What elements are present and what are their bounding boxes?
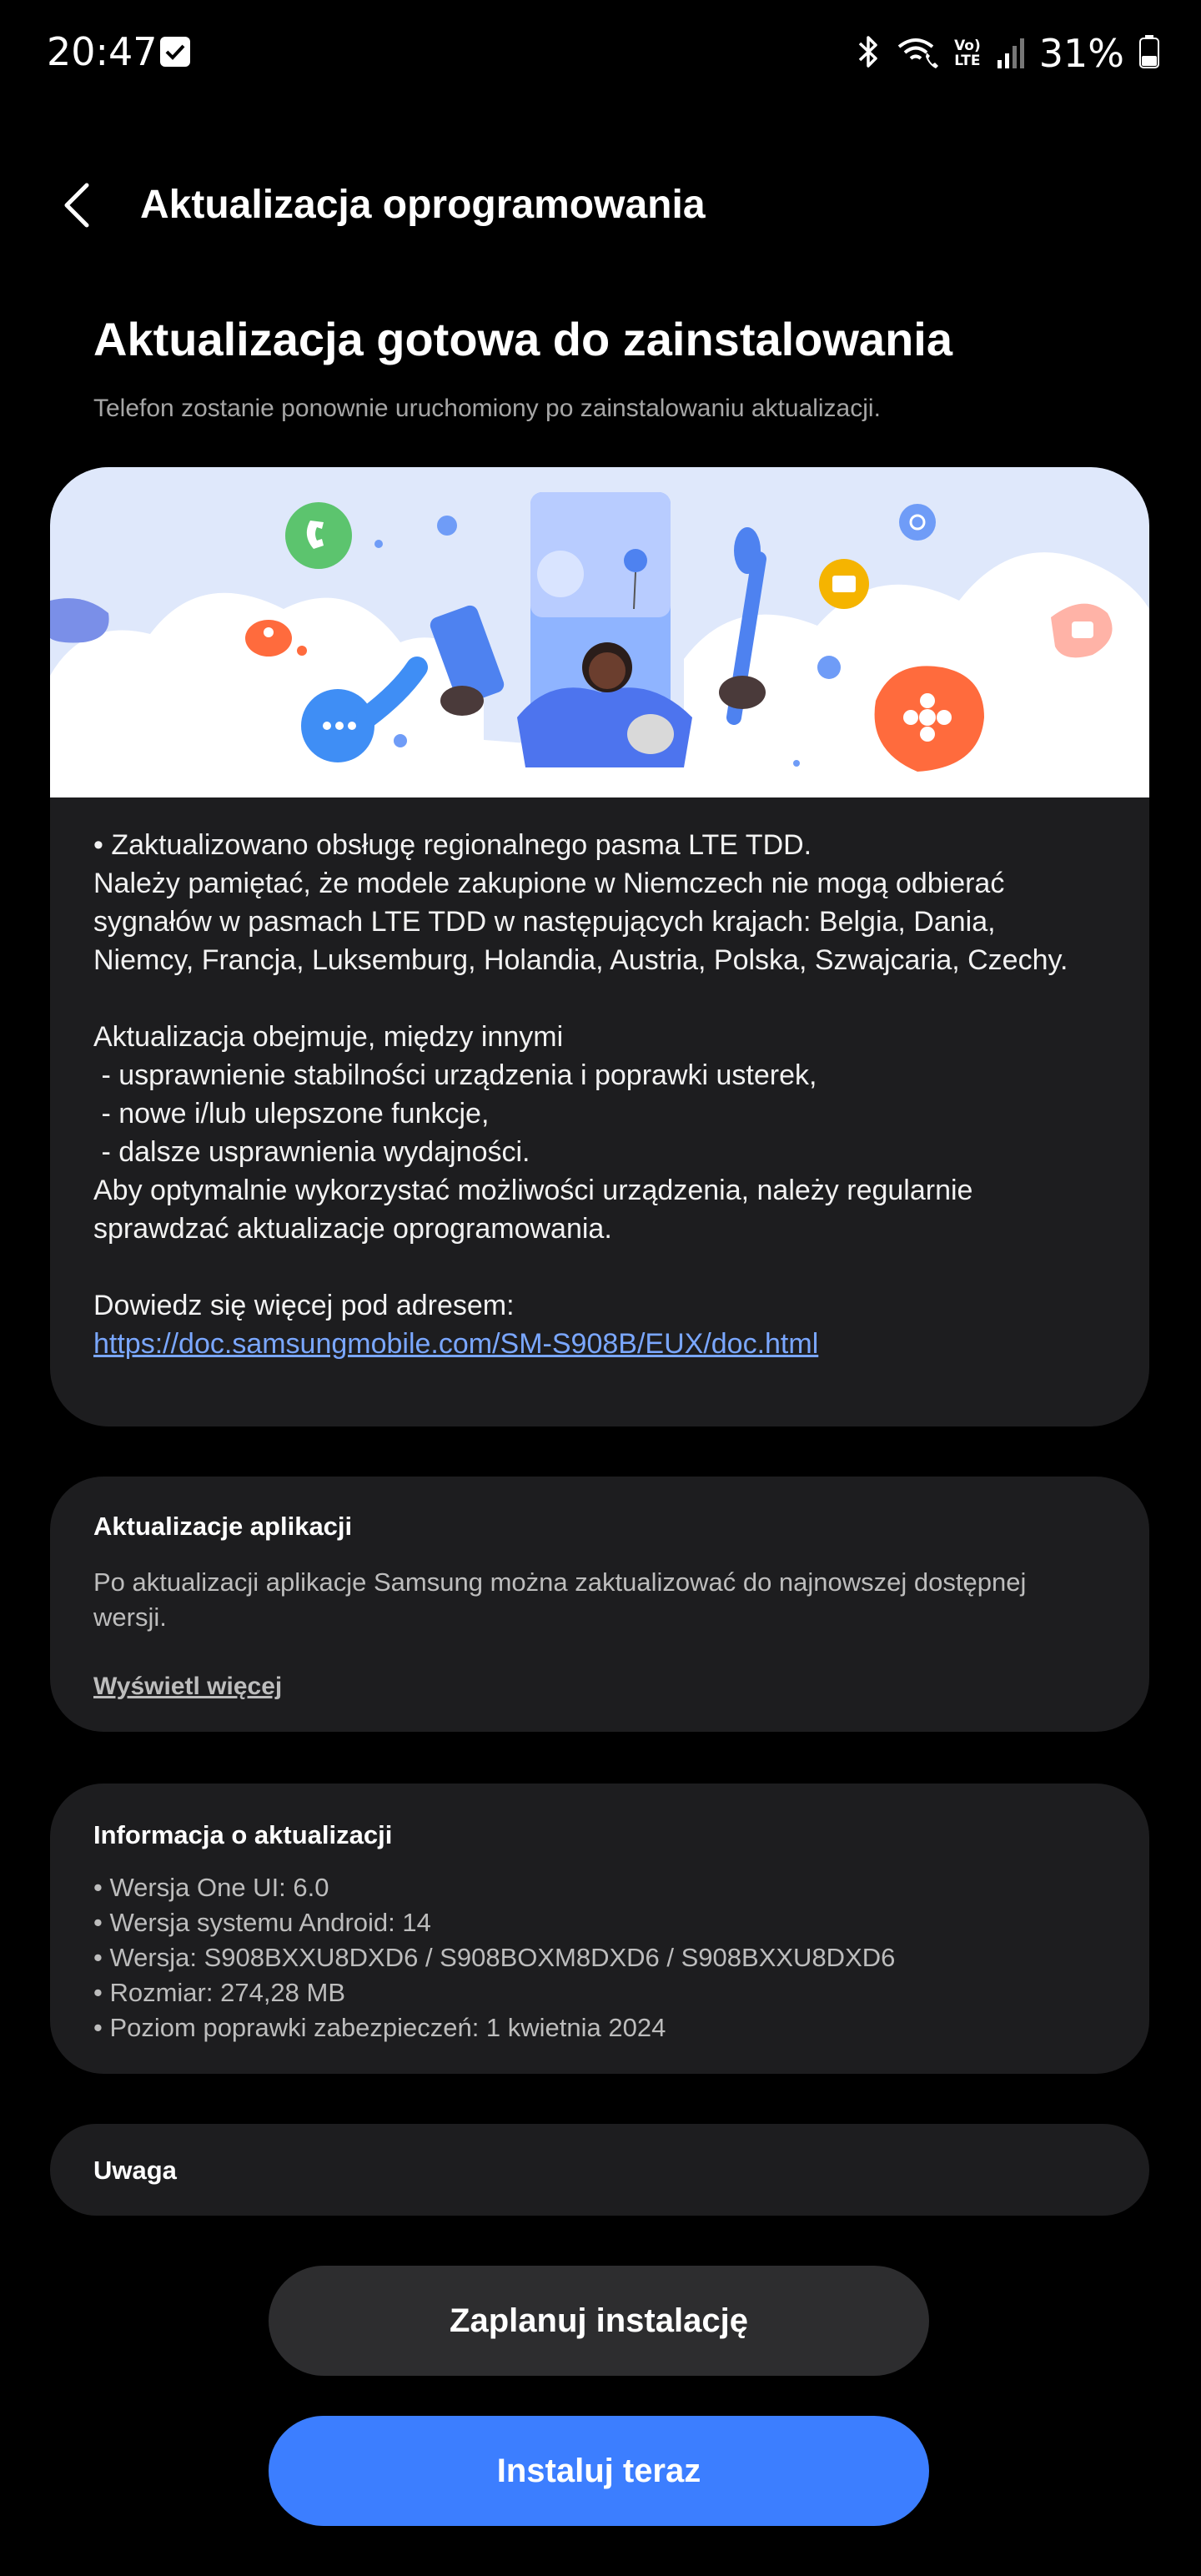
notification-check-icon bbox=[160, 37, 190, 67]
volte-label-top: Vo) bbox=[954, 38, 981, 54]
note-line: - dalsze usprawnienia wydajności. bbox=[93, 1136, 530, 1168]
caution-title: Uwaga bbox=[93, 2156, 177, 2185]
note-line: - usprawnienie stabilności urządzenia i poprawki usterek, bbox=[93, 1059, 817, 1091]
release-notes-card bbox=[50, 467, 1149, 1426]
schedule-install-button[interactable]: Zaplanuj instalację bbox=[269, 2266, 929, 2376]
app-updates-card bbox=[50, 1477, 1149, 1732]
install-now-button[interactable]: Instaluj teraz bbox=[269, 2416, 929, 2526]
volte-label-bottom: LTE bbox=[954, 53, 981, 69]
note-line: Aby optymalnie wykorzystać możliwości urządzenia, należy regularnie bbox=[93, 1175, 973, 1206]
caution-card[interactable] bbox=[50, 2124, 1149, 2216]
app-updates-text-line: wersji. bbox=[93, 1602, 167, 1632]
update-info-item: • Poziom poprawki zabezpieczeń: 1 kwietnia 2024 bbox=[93, 2013, 666, 2042]
release-notes-text bbox=[93, 826, 1119, 1363]
volte-icon bbox=[954, 38, 981, 68]
battery-percent: 31% bbox=[1038, 31, 1124, 76]
bluetooth-icon bbox=[856, 33, 881, 74]
wifi-calling-icon bbox=[896, 33, 939, 74]
page-title: Aktualizacja gotowa do zainstalowania bbox=[93, 313, 952, 365]
app-updates-title: Aktualizacje aplikacji bbox=[93, 1512, 353, 1541]
note-line: Niemcy, Francja, Luksemburg, Holandia, Austria, Polska, Szwajcaria, Czechy. bbox=[93, 944, 1068, 976]
note-line: - nowe i/lub ulepszone funkcje, bbox=[93, 1098, 490, 1130]
note-line: sygnałów w pasmach LTE TDD w następujących krajach: Belgia, Dania, bbox=[93, 906, 996, 938]
update-info-item: • Wersja One UI: 6.0 bbox=[93, 1873, 329, 1902]
note-line: sprawdzać aktualizacje oprogramowania. bbox=[93, 1213, 612, 1245]
status-bar bbox=[0, 0, 1201, 100]
update-info-list bbox=[93, 1870, 895, 2045]
update-info-item: • Rozmiar: 274,28 MB bbox=[93, 1978, 346, 2007]
update-info-item: • Wersja systemu Android: 14 bbox=[93, 1908, 431, 1937]
doc-link[interactable]: https://doc.samsungmobile.com/SM-S908B/EUX/doc.html bbox=[93, 1328, 819, 1360]
show-more-link[interactable]: Wyświetl więcej bbox=[93, 1673, 283, 1700]
page-subtitle: Telefon zostanie ponownie uruchomiony po zainstalowaniu aktualizacji. bbox=[93, 395, 881, 422]
app-updates-text bbox=[93, 1565, 1094, 1635]
back-arrow-icon bbox=[50, 172, 108, 239]
battery-icon bbox=[1139, 35, 1159, 73]
update-info-card bbox=[50, 1784, 1149, 2074]
note-line: Dowiedz się więcej pod adresem: bbox=[93, 1290, 515, 1321]
cellular-signal-icon bbox=[996, 35, 1024, 73]
update-info-title: Informacja o aktualizacji bbox=[93, 1820, 393, 1849]
update-info-item: • Wersja: S908BXXU8DXD6 / S908BOXM8DXD6 / S908BXXU8DXD6 bbox=[93, 1943, 896, 1972]
app-updates-text-line: Po aktualizacji aplikacje Samsung można zaktualizować do najnowszej dostępnej bbox=[93, 1567, 1027, 1597]
header-title: Aktualizacja oprogramowania bbox=[140, 183, 706, 227]
status-time: 20:47 bbox=[47, 29, 158, 74]
note-line: • Zaktualizowano obsługę regionalnego pasma LTE TDD. bbox=[93, 829, 812, 861]
update-illustration bbox=[50, 467, 1149, 797]
note-line: Aktualizacja obejmuje, między innymi bbox=[93, 1021, 564, 1053]
note-line: Należy pamiętać, że modele zakupione w Niemczech nie mogą odbierać bbox=[93, 868, 1005, 899]
status-icons bbox=[856, 28, 1159, 78]
back-button[interactable] bbox=[50, 172, 108, 239]
